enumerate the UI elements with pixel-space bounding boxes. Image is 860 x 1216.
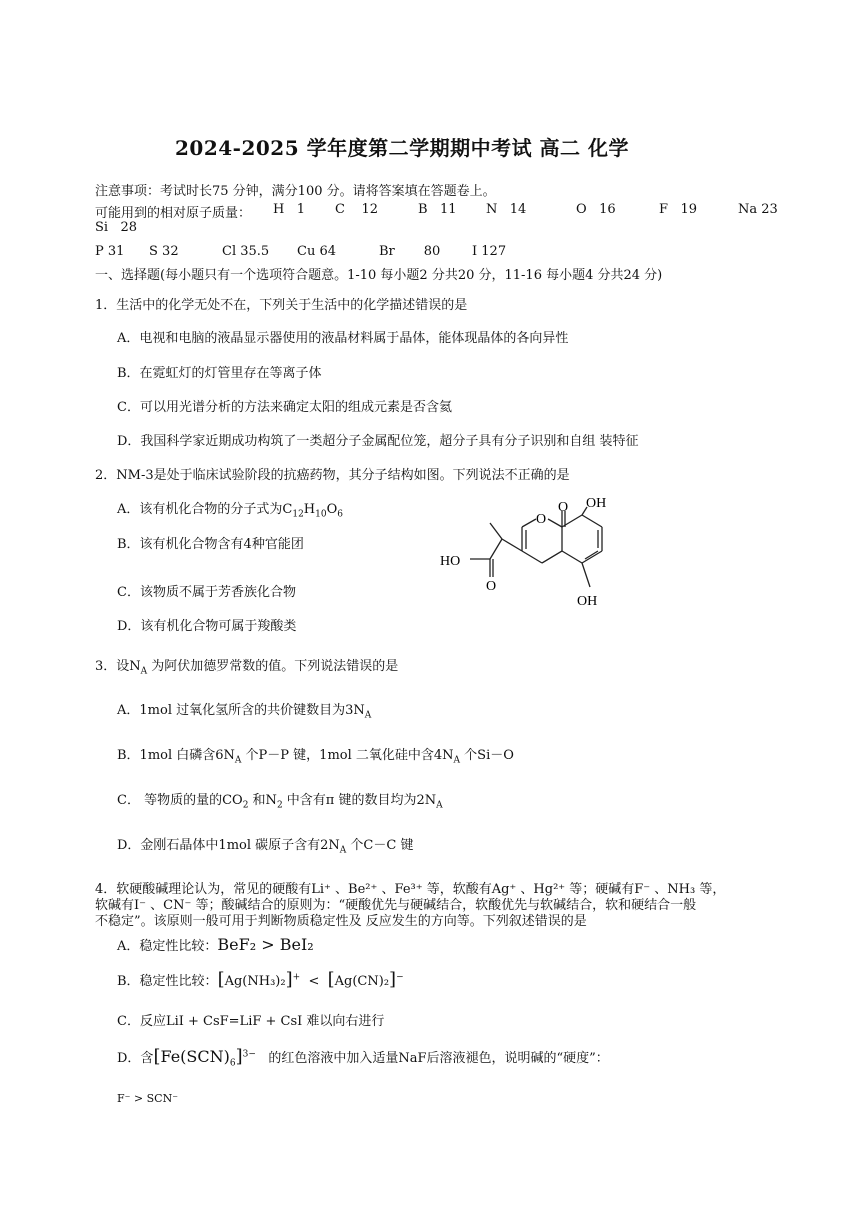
q1-option-d: D．我国科学家近期成功构筑了一类超分子金属配位笼，超分子具有分子识别和自组 装特征 xyxy=(117,434,639,449)
struct-ho-left: HO xyxy=(440,554,461,569)
q3-option-a: A．1mol 过氧化氢所含的共价键数目为$3N_A$ xyxy=(117,703,372,721)
atomic-masses-label: 可能用到的相对原子质量： xyxy=(95,206,252,221)
q3-option-b: B．1mol 白磷含$6N_A$ 个P－P 键，1mol 二氧化硅中含$4N_A$ 个Si－O xyxy=(117,748,514,766)
q1-option-c: C．可以用光谱分析的方法来确定太阳的组成元素是否含氦 xyxy=(117,400,452,415)
mass-o: O 16 xyxy=(576,202,616,217)
q1-option-a: A．电视和电脑的液晶显示器使用的液晶材料属于晶体，能体现晶体的各向异性 xyxy=(117,331,569,346)
mass-f: F 19 xyxy=(659,202,697,217)
struct-o-acid: O xyxy=(486,579,497,594)
mass-i: I 127 xyxy=(472,244,507,259)
q4-line-3: 不稳定”。该原则一般可用于判断物质稳定性及 反应发生的方向等。下列叙述错误的是 xyxy=(95,914,587,929)
mass-cu: Cu 64 xyxy=(297,244,337,259)
mass-na: Na 23 xyxy=(738,202,778,217)
q3-option-c: C． 等物质的量的$CO_2$ 和$N_2$ 中含有π 键的数目均为$2N_A$ xyxy=(117,793,443,811)
mass-br: Br 80 xyxy=(379,244,441,259)
q2-option-d: D．该有机化合物可属于羧酸类 xyxy=(117,619,297,634)
mass-n: N 14 xyxy=(486,202,527,217)
mass-h: H 1 xyxy=(273,202,306,217)
page-title: 2024-2025 学年度第二学期期中考试 高二 化学 xyxy=(175,136,630,160)
exam-notice: 注意事项：考试时长75 分钟，满分100 分。请将答案填在答题卷上。 xyxy=(95,184,496,199)
struct-o-carbonyl: O xyxy=(558,500,569,515)
q4-option-a: A．稳定性比较：BeF₂ > BeI₂ xyxy=(117,935,314,954)
q4-option-c: C．反应LiI + CsF=LiF + CsI 难以向右进行 xyxy=(117,1014,385,1029)
section-heading: 一、选择题(每小题只有一个选项符合题意。1-10 每小题2 分共20 分，11-16 每小题4 分共24 分) xyxy=(95,268,663,283)
mass-c: C 12 xyxy=(335,202,379,217)
mass-s: S 32 xyxy=(149,244,179,259)
q4-option-b: B．稳定性比较：[Ag(NH₃)₂]+ < [Ag(CN)₂]− xyxy=(117,969,404,990)
q1-option-b: B．在霓虹灯的灯管里存在等离子体 xyxy=(117,366,322,381)
q3-stem: 3．设$N_A$ 为阿伏加德罗常数的值。下列说法错误的是 xyxy=(95,659,399,677)
struct-oh-bottom: OH xyxy=(577,594,598,609)
molecule-structure-diagram xyxy=(430,495,630,615)
mass-p: P 31 xyxy=(95,244,125,259)
q2-option-c: C．该物质不属于芳香族化合物 xyxy=(117,585,296,600)
q2-stem: 2．NM-3是处于临床试验阶段的抗癌药物，其分子结构如图。下列说法不正确的是 xyxy=(95,468,570,483)
q2-option-a: A．该有机化合物的分子式为$C_{12}H_{10}O_6$ xyxy=(117,502,343,520)
mass-cl: Cl 35.5 xyxy=(222,244,270,259)
struct-oh-top: OH xyxy=(586,496,607,511)
q4-option-d-continuation: F⁻ > SCN⁻ xyxy=(117,1092,179,1105)
q4-option-d: D．含$[Fe(SCN)_6]^{3-}$ 的红色溶液中加入适量NaF后溶液褪色，说明碱的“硬度”： xyxy=(117,1046,609,1069)
q3-option-d: D．金刚石晶体中1mol 碳原子含有$2N_A$ 个C－C 键 xyxy=(117,838,414,856)
q1-stem: 1．生活中的化学无处不在，下列关于生活中的化学描述错误的是 xyxy=(95,298,468,313)
q4-line-2: 软碱有I⁻ 、CN⁻ 等；酸碱结合的原则为：“硬酸优先与硬碱结合，软酸优先与软碱结合，软和硬结合一般 xyxy=(95,898,697,913)
q2-option-b: B．该有机化合物含有4种官能团 xyxy=(117,537,304,552)
mass-b: B 11 xyxy=(418,202,457,217)
mass-si: Si 28 xyxy=(95,220,138,235)
q4-line-1: 4．软硬酸碱理论认为，常见的硬酸有Li⁺ 、Be²⁺ 、Fe³⁺ 等，软酸有Ag⁺ 、Hg²⁺ 等；硬碱有F⁻ 、NH₃ 等， xyxy=(95,882,726,897)
struct-o-ring: O xyxy=(536,512,547,527)
